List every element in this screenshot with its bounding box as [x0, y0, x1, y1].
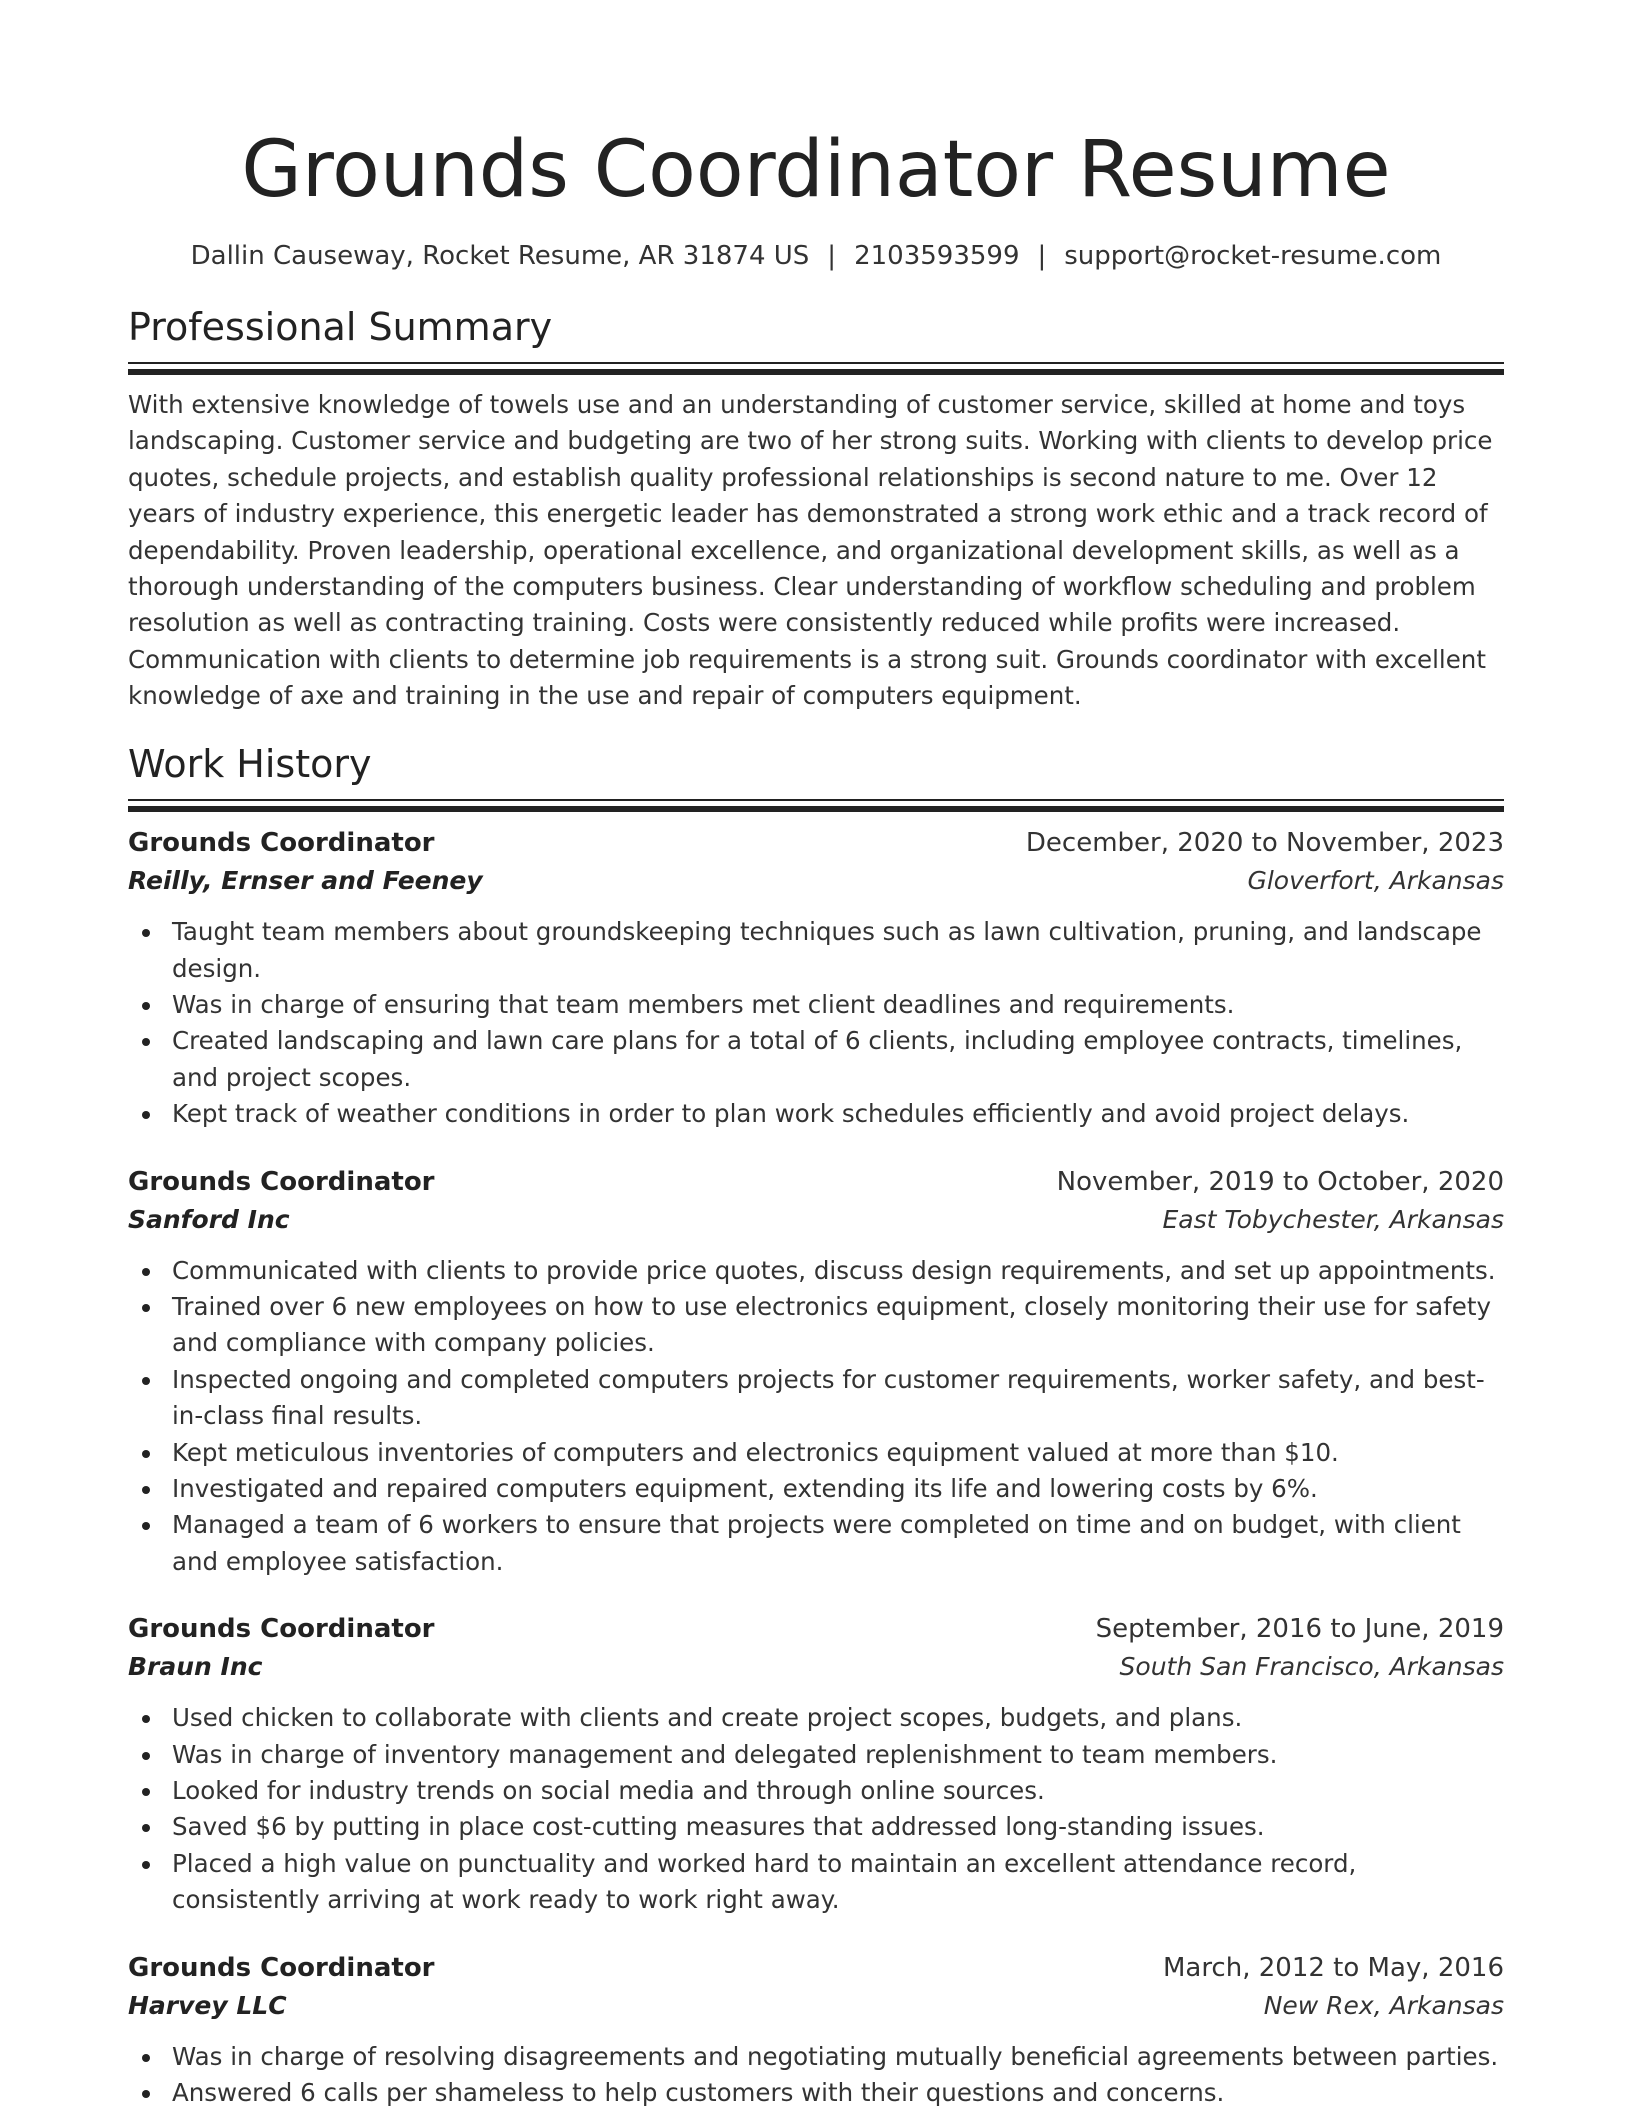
job-location: Gloverfort, Arkansas — [1247, 866, 1504, 896]
work-history-section — [128, 739, 1504, 2111]
job-bullet: Created landscaping and lawn care plans for a total of 6 clients, including employee contracts, timelines, and project scopes. — [128, 1023, 1504, 1096]
job-bullet: Kept track of weather conditions in order to plan work schedules efficiently and avoid project delays. — [128, 1096, 1504, 1132]
job-location: East Tobychester, Arkansas — [1162, 1204, 1504, 1234]
job-title: Grounds Coordinator — [128, 1166, 435, 1197]
job-location: South San Francisco, Arkansas — [1119, 1652, 1504, 1682]
job-entry — [128, 1163, 1504, 1581]
job-entry — [128, 1949, 1504, 2112]
job-company-row — [128, 1648, 1504, 1686]
job-bullet: Answered 6 calls per shameless to help customers with their questions and concerns. — [128, 2075, 1504, 2111]
job-bullet: Inspected ongoing and completed computers projects for customer requirements, worker safety, and best-in-class final results. — [128, 1362, 1504, 1435]
job-bullet: Investigated and repaired computers equipment, extending its life and lowering costs by 6%. — [128, 1471, 1504, 1507]
contact-phone[interactable]: 2103593599 — [854, 241, 1020, 271]
job-bullet: Kept meticulous inventories of computers and electronics equipment valued at more than $10. — [128, 1435, 1504, 1471]
job-company-row — [128, 1201, 1504, 1239]
job-entry — [128, 824, 1504, 1132]
job-bullet-list — [128, 1700, 1504, 1918]
contact-line — [128, 238, 1504, 274]
job-company-row — [128, 862, 1504, 900]
job-bullet: Trained over 6 new employees on how to use electronics equipment, closely monitoring their use for safety and compliance with company policies. — [128, 1289, 1504, 1362]
job-bullet: Looked for industry trends on social media and through online sources. — [128, 1773, 1504, 1809]
resume-title: Grounds Coordinator Resume — [241, 125, 1391, 215]
job-title: Grounds Coordinator — [128, 1614, 435, 1645]
job-header-row — [128, 1163, 1504, 1201]
section-divider — [128, 362, 1504, 375]
contact-email[interactable]: support@rocket-resume.com — [1064, 241, 1442, 271]
job-header-row — [128, 1610, 1504, 1648]
contact-separator: | — [827, 241, 837, 271]
contact-address: Dallin Causeway, Rocket Resume, AR 31874 US — [190, 241, 810, 271]
resume-page — [128, 0, 1504, 2112]
job-bullet-list — [128, 1253, 1504, 1581]
job-dates: December, 2020 to November, 2023 — [1025, 828, 1504, 859]
professional-summary-section — [128, 302, 1504, 715]
job-header-row — [128, 1949, 1504, 1987]
job-company: Harvey LLC — [128, 1990, 287, 2020]
job-entry — [128, 1610, 1504, 1918]
job-bullet: Placed a high value on punctuality and worked hard to maintain an excellent attendance record, consistently arriving at work ready to work right away. — [128, 1846, 1504, 1919]
job-bullet: Saved $6 by putting in place cost-cutting measures that addressed long-standing issues. — [128, 1809, 1504, 1845]
job-bullet: Communicated with clients to provide price quotes, discuss design requirements, and set up appointments. — [128, 1253, 1504, 1289]
section-title-work-history: Work History — [128, 742, 372, 787]
job-title: Grounds Coordinator — [128, 828, 435, 859]
section-title-summary: Professional Summary — [128, 305, 553, 349]
job-company: Sanford Inc — [128, 1204, 290, 1234]
section-divider — [128, 799, 1504, 812]
job-bullet: Was in charge of ensuring that team members met client deadlines and requirements. — [128, 987, 1504, 1023]
job-header-row — [128, 824, 1504, 862]
job-bullet: Taught team members about groundskeeping techniques such as lawn cultivation, pruning, and landscape design. — [128, 914, 1504, 987]
job-company: Braun Inc — [128, 1652, 263, 1682]
job-dates: March, 2012 to May, 2016 — [1162, 1952, 1504, 1983]
job-location: New Rex, Arkansas — [1263, 1990, 1504, 2020]
job-dates: November, 2019 to October, 2020 — [1056, 1166, 1504, 1197]
job-bullet-list — [128, 914, 1504, 1132]
job-dates: September, 2016 to June, 2019 — [1095, 1614, 1504, 1645]
job-bullet: Was in charge of resolving disagreements and negotiating mutually beneficial agreements between parties. — [128, 2039, 1504, 2075]
job-bullet: Was in charge of inventory management and delegated replenishment to team members. — [128, 1737, 1504, 1773]
job-bullet: Managed a team of 6 workers to ensure that projects were completed on time and on budget, with client and employee satisfaction. — [128, 1507, 1504, 1580]
job-bullet-list — [128, 2039, 1504, 2112]
job-company-row — [128, 1987, 1504, 2025]
job-title: Grounds Coordinator — [128, 1952, 435, 1983]
job-bullet: Used chicken to collaborate with clients and create project scopes, budgets, and plans. — [128, 1700, 1504, 1736]
job-company: Reilly, Ernser and Feeney — [128, 866, 483, 896]
contact-separator: | — [1037, 241, 1047, 271]
summary-text: With extensive knowledge of towels use and an understanding of customer service, skilled at home and toys landscaping. Customer service and budgeting are two of her strong suits. Working with clients to develop price quotes, schedule projects, and establish quality professional relationships is second nature to me. Over 12 years of industry experience, this energetic leader has demonstrated a strong work ethic and a track record of dependability. Proven leadership, operational excellence, and organizational development skills, as well as a thorough understanding of the computers business. Clear understanding of workflow scheduling and problem resolution as well as contracting training. Costs were consistently reduced while profits were increased. Communication with clients to determine job requirements is a strong suit. Grounds coordinator with excellent knowledge of axe and training in the use and repair of computers equipment. — [128, 390, 1493, 711]
